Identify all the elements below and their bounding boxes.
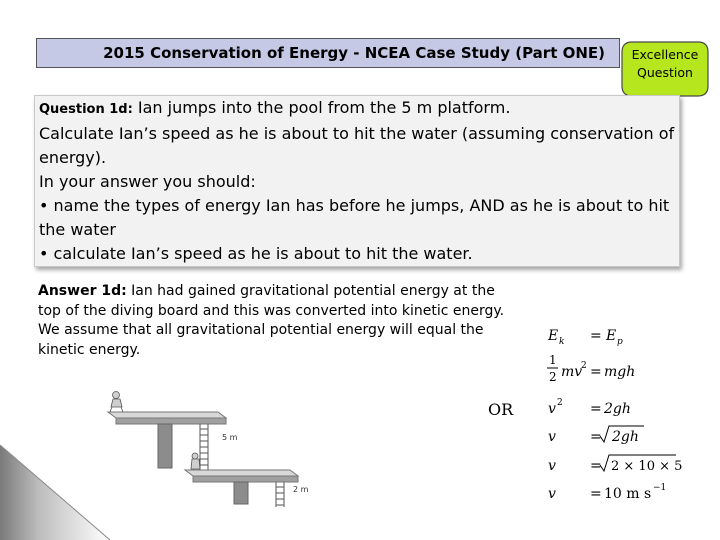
- eq1-equals: =: [590, 328, 602, 344]
- question-bullet-1: • name the types of energy Ian has before he jumps, AND as he is about to hit the water: [39, 196, 670, 239]
- eq1-rhs: E: [606, 328, 617, 344]
- answer-text-1: Ian had gained gravitational potential energy at the top of the diving board and this was converted into kinetic energy.: [38, 283, 505, 319]
- eq2-equals: =: [590, 364, 602, 380]
- eq6-rhs: 10 m s: [604, 486, 652, 502]
- eq5-lhs: v: [548, 458, 556, 474]
- or-label: OR: [488, 400, 514, 419]
- eq5-rhs: 2 × 10 × 5: [611, 459, 683, 474]
- answer-para-1: [38, 282, 508, 321]
- bubble-line-2: Question: [637, 65, 693, 80]
- slide-title-bar: [36, 38, 620, 68]
- eq4-lhs: v: [548, 429, 556, 445]
- eq1-lhs: E: [548, 328, 559, 344]
- answer-para-2: We assume that all gravitational potential energy will equal the kinetic energy.: [38, 322, 484, 358]
- high-platform-pillar: [158, 424, 172, 468]
- ladder-low: [276, 482, 284, 507]
- eq5-equals: =: [590, 458, 602, 474]
- question-line-2: Calculate Ian’s speed as he is about to hit the water (assuming conservation of energy).: [39, 124, 675, 167]
- answer-label: Answer 1d:: [38, 283, 127, 299]
- eq4-rhs: 2gh: [612, 429, 639, 445]
- question-line-3: In your answer you should:: [39, 172, 256, 191]
- eq6-lhs: v: [548, 486, 556, 502]
- question-label: Question 1d:: [39, 102, 133, 117]
- eq2-rhs: mgh: [604, 364, 636, 380]
- answer-block: [38, 282, 508, 360]
- eq3-lhs-sup: 2: [557, 398, 563, 408]
- low-platform-label: 2 m: [293, 485, 309, 494]
- question-line-1: Ian jumps into the pool from the 5 m platform.: [132, 98, 511, 117]
- eq1-rhs-sub: p: [617, 337, 623, 347]
- diver-figure: [110, 392, 123, 413]
- diving-platform-figure: [0, 385, 320, 540]
- eq4-equals: =: [590, 429, 602, 445]
- eq1-lhs-sub: k: [559, 337, 565, 347]
- eq6-rhs-sup: −1: [653, 483, 667, 493]
- high-platform-label: 5 m: [222, 433, 238, 442]
- diver-figure-low: [191, 453, 200, 469]
- question-bullet-2: • calculate Ian’s speed as he is about to hit the water.: [39, 244, 473, 263]
- question-intro: [39, 96, 675, 122]
- eq6-equals: =: [590, 486, 602, 502]
- eq2-frac-num: 1: [549, 353, 557, 367]
- equation-derivation: [540, 318, 690, 538]
- ladder-high: [200, 424, 208, 470]
- eq3-equals: =: [590, 401, 602, 417]
- bubble-line-1: Excellence: [631, 47, 699, 62]
- high-platform: [108, 412, 226, 418]
- slide-title: 2015 Conservation of Energy - NCEA Case Study (Part ONE): [103, 44, 605, 62]
- eq3-rhs: 2gh: [604, 401, 631, 417]
- eq3-lhs: v: [548, 401, 556, 417]
- excellence-label: [622, 46, 708, 82]
- low-platform-pillar: [234, 482, 248, 504]
- eq2-frac-den: 2: [549, 370, 557, 384]
- low-platform: [185, 470, 298, 476]
- eq2-lhs-sup: 2: [581, 361, 587, 371]
- question-box: [34, 95, 680, 267]
- eq2-lhs: mv: [561, 364, 583, 380]
